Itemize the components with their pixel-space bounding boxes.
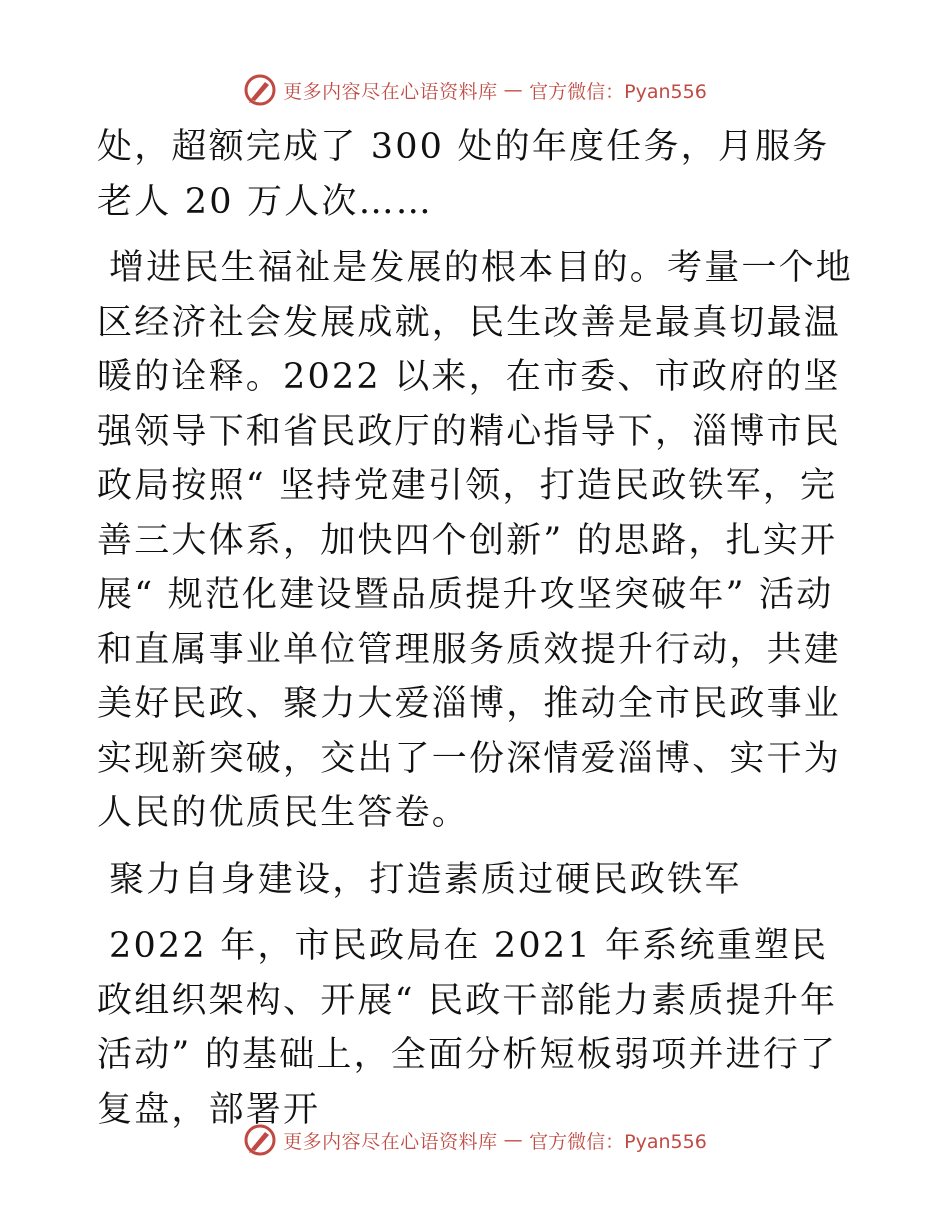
watermark-header <box>0 70 950 110</box>
watermark-contact: 官方微信：Pyan556 <box>529 1130 707 1153</box>
pen-logo-icon <box>243 1123 277 1157</box>
paragraph-3: 2022 年，市民政局在 2021 年系统重塑民政组织架构、开展“ 民政干部能力素质提升年活动” 的基础上，全面分析短板弱项并进行了复盘，部署开 <box>97 926 838 1130</box>
paragraph-1: 处，超额完成了 300 处的年度任务，月服务老人 20 万人次…… <box>97 127 830 222</box>
paragraph-2: 增进民生福祉是发展的根本目的。考量一个地区经济社会发展成就，民生改善是最真切最温暖的诠释。2022 以来，在市委、市政府的坚强领导下和省民政厅的精心指导下，淄博市民政局按照“ 坚持党建引领，打造民政铁军，完善三大体系，加快四个创新” 的思路，扎实开展“ 规范化建设暨品质提升攻坚突破年” 活动和直属事业单位管理服务质效提升行动，共建美好民政、聚力大爱淄博，推动全市民政事业实现新突破，交出了一份深情爱淄博、实干为人民的优质民生答卷。 <box>97 248 854 833</box>
watermark-contact: 官方微信：Pyan556 <box>529 80 707 103</box>
watermark-text: 更多内容尽在心语资料库 <box>283 1130 498 1153</box>
watermark-separator: — <box>503 1129 524 1151</box>
pen-logo-icon <box>243 73 277 107</box>
watermark-text: 更多内容尽在心语资料库 <box>283 80 498 103</box>
document-body <box>97 120 857 1149</box>
section-heading: 聚力自身建设，打造素质过硬民政铁军 <box>109 859 742 900</box>
watermark-footer <box>0 1120 950 1160</box>
watermark-separator: — <box>503 79 524 101</box>
